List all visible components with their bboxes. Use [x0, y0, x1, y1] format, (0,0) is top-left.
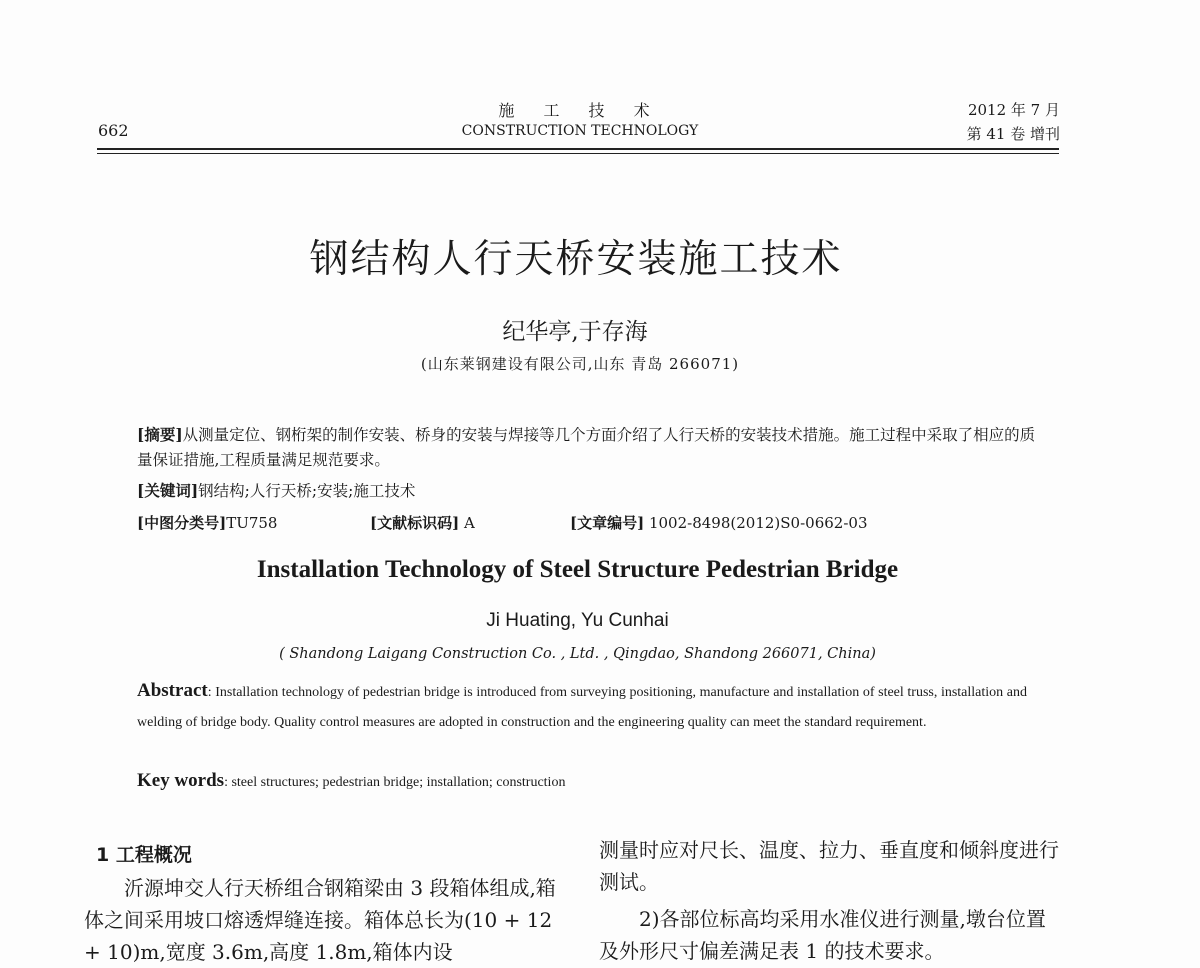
abstract-cn-label: [摘要] [137, 425, 183, 444]
journal-name-en: CONSTRUCTION TECHNOLOGY [461, 123, 699, 139]
issue-date: 2012 年 7 月 [967, 101, 1060, 119]
title-cn: 钢结构人行天桥安装施工技术 [309, 237, 843, 282]
left-paragraph: 沂源坤交人行天桥组合钢箱梁由 3 段箱体组成,箱体之间采用坡口熔透焊缝连接。箱体总长为(10 + 12 + 10)m,宽度 3.6m,高度 1.8m,箱体内设 [84, 876, 556, 964]
right-column [599, 834, 1064, 967]
issue-volume: 第 41 卷 增刊 [966, 125, 1060, 143]
right-paragraph-1: 测量时应对尺长、温度、拉力、垂直度和倾斜度进行测试。 [599, 838, 1059, 894]
clc-value: TU758 [226, 514, 278, 532]
article-value: 1002-8498(2012)S0-0662-03 [644, 514, 868, 532]
abstract-en-label: Abstract [137, 680, 208, 701]
left-column [84, 872, 569, 968]
affiliation-en: ( Shandong Laigang Construction Co. , Ltd. , Qingdao, Shandong 266071, China) [279, 646, 876, 662]
abstract-cn-text: 从测量定位、钢桁架的制作安装、桥身的安装与焊接等几个方面介绍了人行天桥的安装技术措施。施工过程中采取了相应的质量保证措施,工程质量满足规范要求。 [137, 426, 1036, 469]
clc-code [137, 512, 277, 533]
article-number [570, 512, 867, 533]
keywords-cn-label: [关键词] [137, 481, 199, 500]
authors-en: Ji Huating, Yu Cunhai [486, 610, 669, 631]
abstract-cn [137, 422, 1037, 504]
authors-cn: 纪华亭,于存海 [502, 319, 648, 345]
journal-name-cn: 施 工 技 术 [498, 101, 662, 120]
keywords-cn-text: 钢结构;人行天桥;安装;施工技术 [198, 482, 416, 500]
article-label: [文章编号] [570, 514, 645, 532]
affiliation-cn: (山东莱钢建设有限公司,山东 青岛 266071) [420, 355, 740, 373]
journal-name [400, 98, 760, 139]
title-en: Installation Technology of Steel Structure Pedestrian Bridge [256, 556, 899, 583]
keywords-cn [137, 478, 1037, 504]
clc-label: [中图分类号] [137, 514, 227, 532]
keywords-en-text: : steel structures; pedestrian bridge; installation; construction [224, 775, 566, 790]
keywords-en-label: Key words [137, 770, 225, 791]
section-1-title: 1 工程概况 [96, 844, 192, 866]
page-number: 662 [98, 121, 129, 140]
abstract-cn-para [137, 422, 1037, 473]
right-paragraph-2: 2)各部位标高均采用水准仪进行测量,墩台位置及外形尺寸偏差满足表 1 的技术要求。 [599, 907, 1046, 963]
abstract-en [137, 676, 1027, 738]
doc-value: A [459, 514, 475, 532]
abstract-en-text: : Installation technology of pedestrian bridge is introduced from surveying positioning, manufacture and installation of steel truss, installation and welding of bridge body. Quality control measures are adopted in construction and the engineering quality can meet the standard requirement. [137, 685, 1027, 730]
doc-label: [文献标识码] [370, 514, 460, 532]
doc-code [370, 512, 475, 533]
keywords-en [137, 770, 565, 792]
header-rule-thin [97, 153, 1059, 154]
issue-info [967, 98, 1060, 146]
header-rule [97, 148, 1059, 150]
